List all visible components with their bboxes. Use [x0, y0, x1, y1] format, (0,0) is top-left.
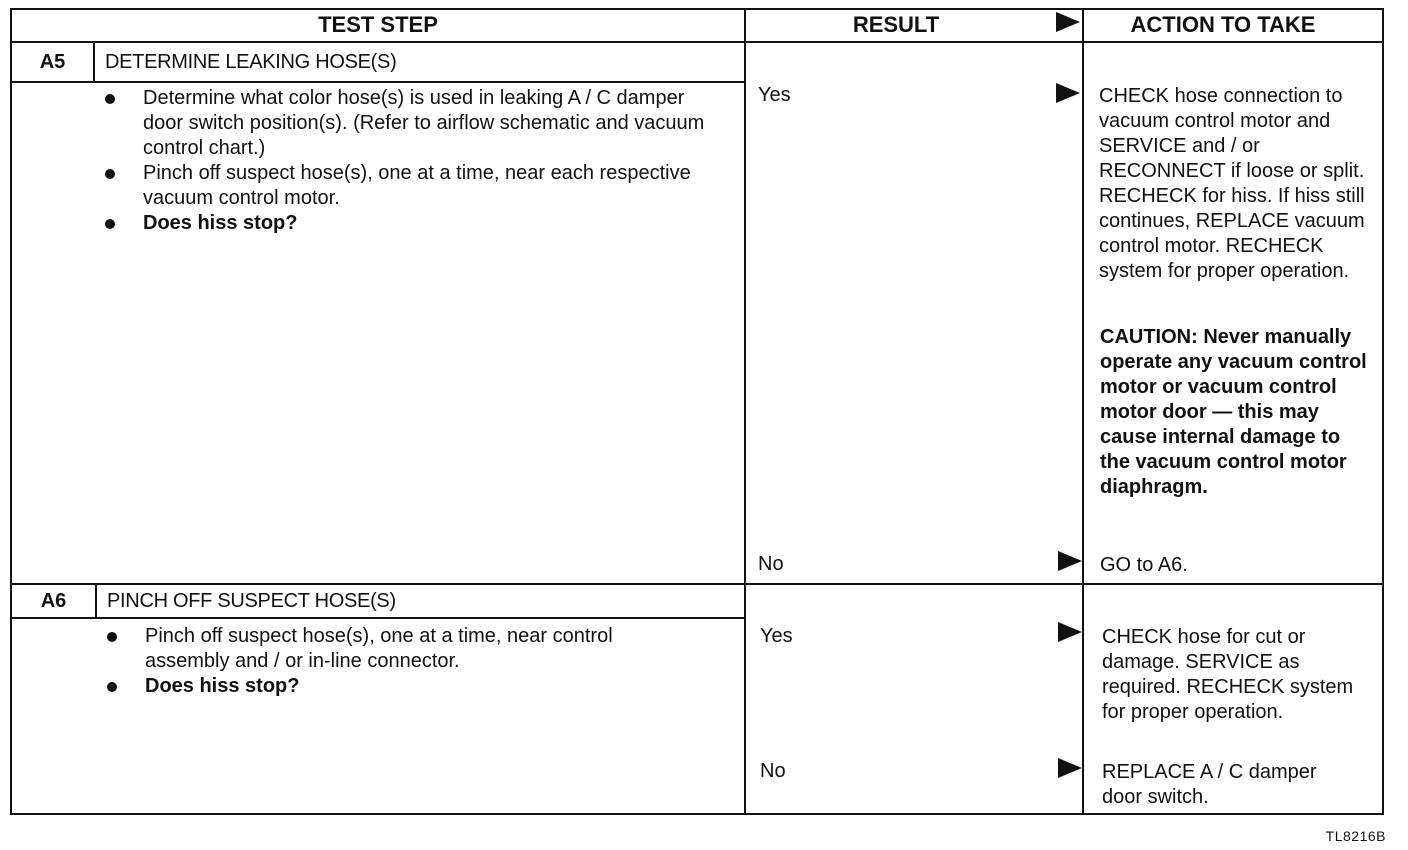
column-divider-1: [744, 8, 746, 815]
step-a5-yes-action: CHECK hose connection to vacuum control motor and SERVICE and / or RECONNECT if loose or split. RECHECK for hiss. If hiss still continues, REPLACE vacuum control motor. RECHECK system for proper operation.: [1099, 85, 1365, 282]
column-divider-2: [1082, 8, 1084, 815]
step-separator-rule: [10, 583, 1384, 585]
step-a6-yes-arrow-icon: [1058, 622, 1082, 642]
header-action-to-take: ACTION TO TAKE: [1130, 12, 1316, 37]
step-a5-bullet-2: Pinch off suspect hose(s), one at a time, near each respective vacuum control motor.: [105, 161, 725, 211]
table-top-border: [10, 8, 1384, 10]
table-bottom-border: [10, 813, 1384, 815]
step-a6-title: PINCH OFF SUSPECT HOSE(S): [107, 590, 396, 612]
step-a6-question: Does hiss stop?: [107, 674, 667, 699]
header-test-step: TEST STEP: [318, 12, 438, 37]
step-a5-title-rule: [10, 81, 746, 83]
step-a5-instructions: [105, 86, 725, 236]
step-a5-no-label: No: [758, 553, 784, 575]
table-left-border: [10, 8, 12, 815]
step-a5-no-action: GO to A6.: [1100, 554, 1188, 576]
step-a6-no-action: REPLACE A / C damper door switch.: [1102, 761, 1317, 808]
step-a6-yes-label: Yes: [760, 625, 793, 647]
header-result: RESULT: [852, 12, 940, 37]
step-a6-id-divider: [95, 585, 97, 618]
step-a6-instructions: [107, 624, 667, 699]
step-a5-yes-label: Yes: [758, 84, 791, 106]
step-a6-no-label: No: [760, 760, 786, 782]
step-a6-bullet-1: Pinch off suspect hose(s), one at a time, near control assembly and / or in-line connector.: [107, 624, 667, 674]
step-a5-yes-arrow-icon: [1056, 83, 1080, 103]
step-a6-no-arrow-icon: [1058, 758, 1082, 778]
step-a5-question: Does hiss stop?: [105, 211, 725, 236]
step-a5-id: A5: [39, 51, 66, 73]
step-a5-id-divider: [93, 43, 95, 82]
step-a6-id: A6: [40, 590, 67, 612]
step-a6-title-rule: [10, 617, 746, 619]
step-a5-title: DETERMINE LEAKING HOSE(S): [105, 51, 397, 73]
step-a5-bullet-1: Determine what color hose(s) is used in leaking A / C damper door switch position(s). (Refer to airflow schematic and vacuum control chart.): [105, 86, 725, 161]
step-a5-no-arrow-icon: [1058, 551, 1082, 571]
step-a5-caution: CAUTION: Never manually operate any vacuum control motor or vacuum control motor door — this may cause internal damage to the vacuum control motor diaphragm.: [1100, 326, 1367, 498]
figure-id: TL8216B: [1325, 828, 1386, 844]
header-result-arrow-icon: [1056, 12, 1080, 32]
header-bottom-rule: [10, 41, 1384, 43]
step-a6-yes-action: CHECK hose for cut or damage. SERVICE as required. RECHECK system for proper operation.: [1102, 626, 1354, 723]
